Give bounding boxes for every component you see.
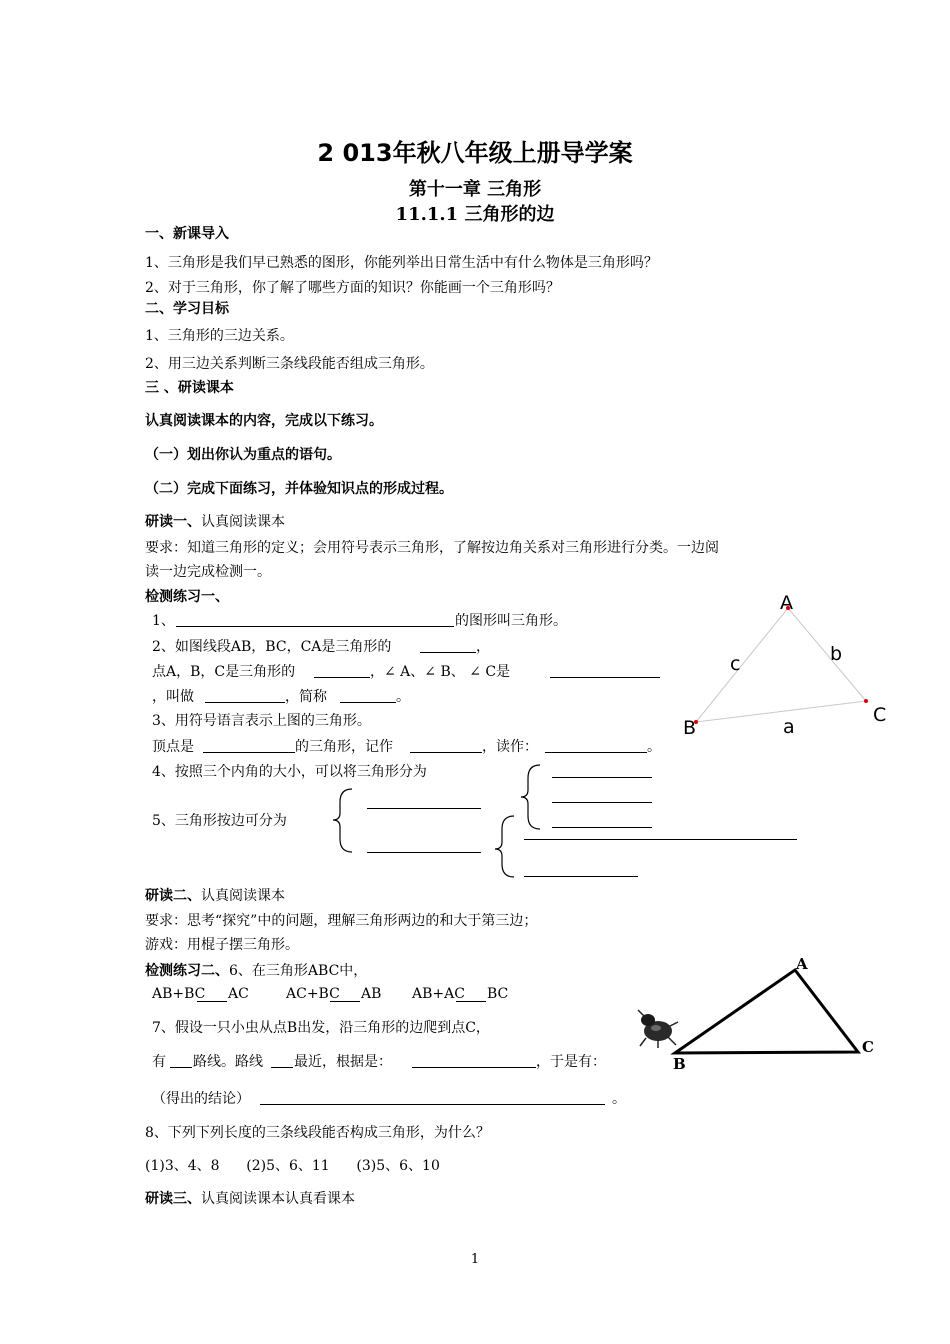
check-one-q5-text: 5、三角形按边可分为	[152, 813, 287, 829]
check-one-heading: 检测练习一、	[145, 589, 229, 605]
section-goals-heading: 二、学习目标	[145, 301, 229, 317]
q7-route-label: 路线。路线	[193, 1054, 263, 1070]
check-one-q3-text: 3、用符号语言表示上图的三角形。	[152, 713, 371, 729]
cmp1-left: AB+BC	[152, 986, 206, 1002]
lesson-title: 11.1.1 三角形的边	[395, 204, 555, 225]
q3-notation-label: 的三角形，记作	[295, 739, 393, 755]
q2c-period: 。	[396, 689, 410, 705]
check-one-q1-num: 1、	[152, 613, 175, 629]
study-two-requirement: 要求：思考“探究”中的问题，理解三角形两边的和大于第三边；	[145, 913, 538, 929]
cmp3-right: BC	[487, 986, 509, 1002]
q7-thus-label: ，于是有：	[536, 1054, 606, 1070]
tri1-label-a: A	[780, 592, 793, 614]
check-two-q7: 7、假设一只小虫从点B出发，沿三角形的边爬到点C，	[152, 1020, 490, 1036]
triangle-bug-outline	[675, 970, 858, 1053]
intro-question-1: 1、三角形是我们早已熟悉的图形，你能列举出日常生活中有什么物体是三角形吗？	[145, 255, 658, 271]
study-two-game: 游戏：用棍子摆三角形。	[145, 937, 299, 953]
goal-2: 2、用三边关系判断三条线段能否组成三角形。	[145, 356, 434, 372]
check-two-q8: 8、下列下列长度的三条线段能否构成三角形，为什么？	[145, 1125, 490, 1141]
q3-vertex-label: 顶点是	[152, 739, 194, 755]
q7-conclusion-label: （得出的结论）	[152, 1091, 250, 1107]
study-one-text: 认真阅读课本	[201, 514, 285, 530]
tri2-label-c: C	[862, 1038, 874, 1056]
page-number: 1	[470, 1252, 480, 1267]
cmp2-right: AB	[361, 986, 382, 1002]
study-two-heading: 研读二、	[145, 888, 201, 904]
study-one-requirement-2: 读一边完成检测一。	[145, 564, 271, 580]
intro-question-2: 2、对于三角形，你了解了哪些方面的知识？你能画一个三角形吗？	[145, 280, 560, 296]
study-two-text: 认真阅读课本	[201, 888, 285, 904]
study-one-requirement-1: 要求：知道三角形的定义；会用符号表示三角形，了解按边角关系对三角形进行分类。一边阅	[145, 540, 719, 556]
q3-read-label: ，读作：	[482, 739, 538, 755]
section-new-lesson-heading: 一、新课导入	[145, 226, 229, 242]
study-one-heading: 研读一、	[145, 514, 201, 530]
cmp1-right: AC	[228, 986, 249, 1002]
check-one-q4-text: 4、按照三个内角的大小，可以将三角形分为	[152, 764, 427, 780]
check-one-q2-text: 2、如图线段AB，BC，CA是三角形的	[152, 639, 392, 655]
q7-reason-label: 最近，根据是：	[294, 1054, 392, 1070]
study-three-line	[145, 1188, 355, 1208]
tri1-label-b: B	[683, 717, 697, 739]
study-three-heading: 研读三、	[145, 1191, 201, 1207]
q8-options: (1)3、4、8 (2)5、6、11 (3)5、6、10	[145, 1158, 440, 1174]
cmp3-left: AB+AC	[412, 986, 465, 1002]
study-intro: 认真阅读课本的内容，完成以下练习。	[145, 413, 383, 429]
tri1-label-c: C	[873, 704, 887, 726]
chapter-title: 第十一章 三角形	[408, 179, 542, 200]
q2-comma: ，	[476, 639, 490, 655]
tri2-label-b: B	[673, 1055, 686, 1073]
check-one-q2c-text: ，叫做	[152, 689, 194, 705]
page-title: 2 013年秋八年级上册导学案	[317, 139, 633, 167]
tri1-label-side-b: b	[830, 643, 843, 665]
study-three-text: 认真阅读课本认真看课本	[201, 1191, 355, 1207]
q7-conclusion-period: 。	[612, 1091, 626, 1107]
goal-1: 1、三角形的三边关系。	[145, 328, 294, 344]
section-study-heading: 三 、研读课本	[145, 380, 234, 396]
check-two-heading: 检测练习二、	[145, 963, 229, 979]
q7-have-label: 有	[152, 1054, 166, 1070]
check-one-q2b-angles: ，∠ A、∠ B、 ∠ C是	[370, 664, 511, 680]
check-one-q1-text: 的图形叫三角形。	[455, 613, 567, 629]
tri1-label-side-a: a	[783, 716, 795, 738]
study-step-2: （二）完成下面练习，并体验知识点的形成过程。	[145, 481, 453, 497]
check-two-q6: 6、在三角形ABC中，	[229, 963, 368, 979]
tri1-label-side-c: c	[730, 653, 741, 675]
q3-period: 。	[647, 739, 661, 755]
check-one-q2c-abbr: ，简称	[285, 689, 327, 705]
study-step-1: （一）划出你认为重点的语句。	[145, 447, 341, 463]
cmp2-left: AC+BC	[286, 986, 340, 1002]
check-one-q2b-text: 点A，B，C是三角形的	[152, 664, 296, 680]
tri2-label-a: A	[796, 955, 808, 973]
